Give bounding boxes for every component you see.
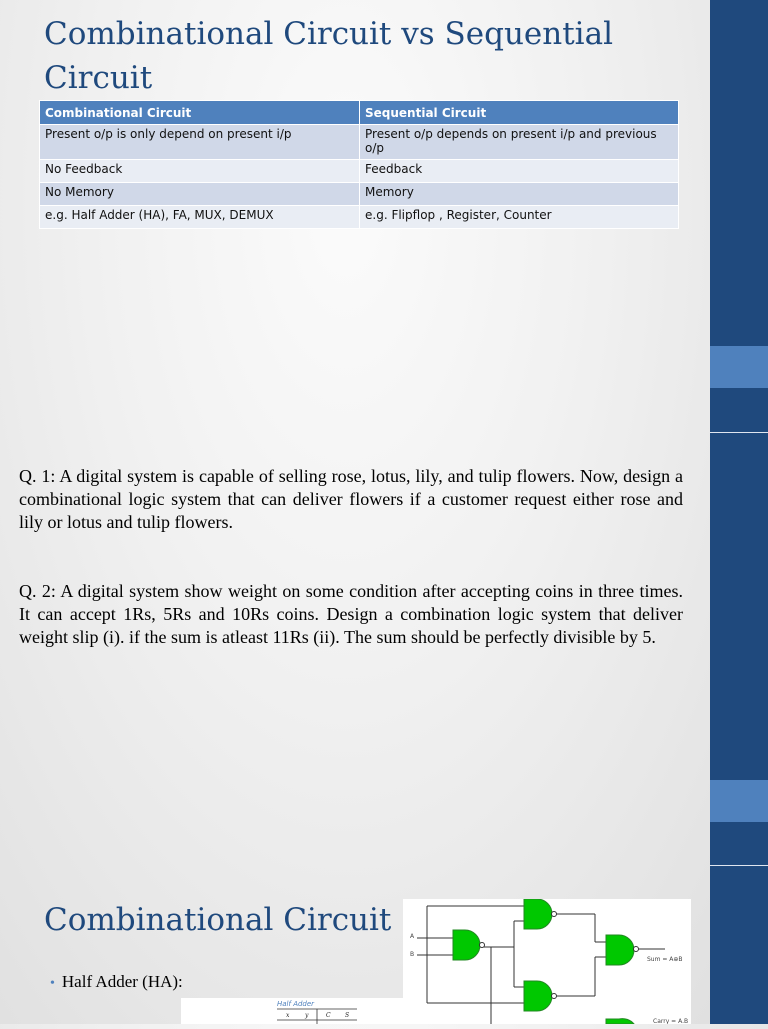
carry-label: Carry = A.B — [653, 1018, 689, 1024]
table-row — [40, 206, 679, 229]
side-band-2 — [710, 780, 768, 822]
nand-gate-2 — [524, 899, 552, 929]
slide-title-combinational: Combinational Circuit — [44, 902, 392, 938]
table-cell: Memory — [360, 183, 679, 206]
table-header-row — [40, 101, 679, 125]
input-a-label: A — [410, 933, 415, 940]
side-divider-2 — [710, 865, 768, 866]
nand-gate-3 — [524, 981, 552, 1011]
nand-gate-5 — [606, 1019, 634, 1024]
table-cell: e.g. Flipflop , Register, Counter — [360, 206, 679, 229]
question-1: Q. 1: A digital system is capable of selling rose, lotus, lily, and tulip flowers. Now, design a combinational logic system that can deliver flowers if a customer request either rose and lily or lotus and tulip flowers. — [19, 466, 683, 532]
circuit-svg — [403, 899, 691, 1024]
question-2: Q. 2: A digital system show weight on some condition after accepting coins in three times. It can accept 1Rs, 5Rs and 10Rs coins. Design a combination logic system that deliver weight slip (i). if the sum is atleast 11Rs (ii). The sum should be perfectly divisible by 5. — [19, 581, 683, 647]
header-sequential: Sequential Circuit — [360, 101, 679, 125]
table-cell: e.g. Half Adder (HA), FA, MUX, DEMUX — [40, 206, 360, 229]
header-combinational: Combinational Circuit — [40, 101, 360, 125]
bullet-half-adder — [50, 972, 183, 992]
comparison-table — [39, 100, 679, 229]
table-row — [40, 183, 679, 206]
truth-table-header: C — [326, 1012, 331, 1019]
truth-table-header: S — [345, 1012, 350, 1019]
table-cell: Feedback — [360, 160, 679, 183]
truth-table-header: y — [305, 1012, 309, 1019]
slide-title-comparison: Combinational Circuit vs Sequential Circuit — [44, 16, 613, 96]
table-cell: No Memory — [40, 183, 360, 206]
table-cell: Present o/p is only depend on present i/p — [40, 125, 360, 160]
table-cell: Present o/p depends on present i/p and previous o/p — [360, 125, 679, 160]
truth-table-header: x — [286, 1012, 290, 1019]
input-b-label: B — [410, 951, 415, 958]
nand-gate-4 — [606, 935, 634, 965]
table-row — [40, 125, 679, 160]
bullet-text: Half Adder (HA): — [61, 972, 183, 991]
half-adder-truth-table — [181, 998, 403, 1024]
sum-label: Sum = A⊕B — [647, 956, 683, 963]
side-divider-1 — [710, 432, 768, 433]
half-adder-circuit-diagram — [403, 899, 691, 1024]
table-cell: No Feedback — [40, 160, 360, 183]
truth-table-caption: Half Adder — [277, 1000, 315, 1008]
table-row — [40, 160, 679, 183]
side-band-1 — [710, 346, 768, 388]
bullet-dot-icon: • — [50, 976, 55, 991]
side-decoration-bar — [710, 0, 768, 1024]
nand-gate-1 — [453, 930, 480, 960]
